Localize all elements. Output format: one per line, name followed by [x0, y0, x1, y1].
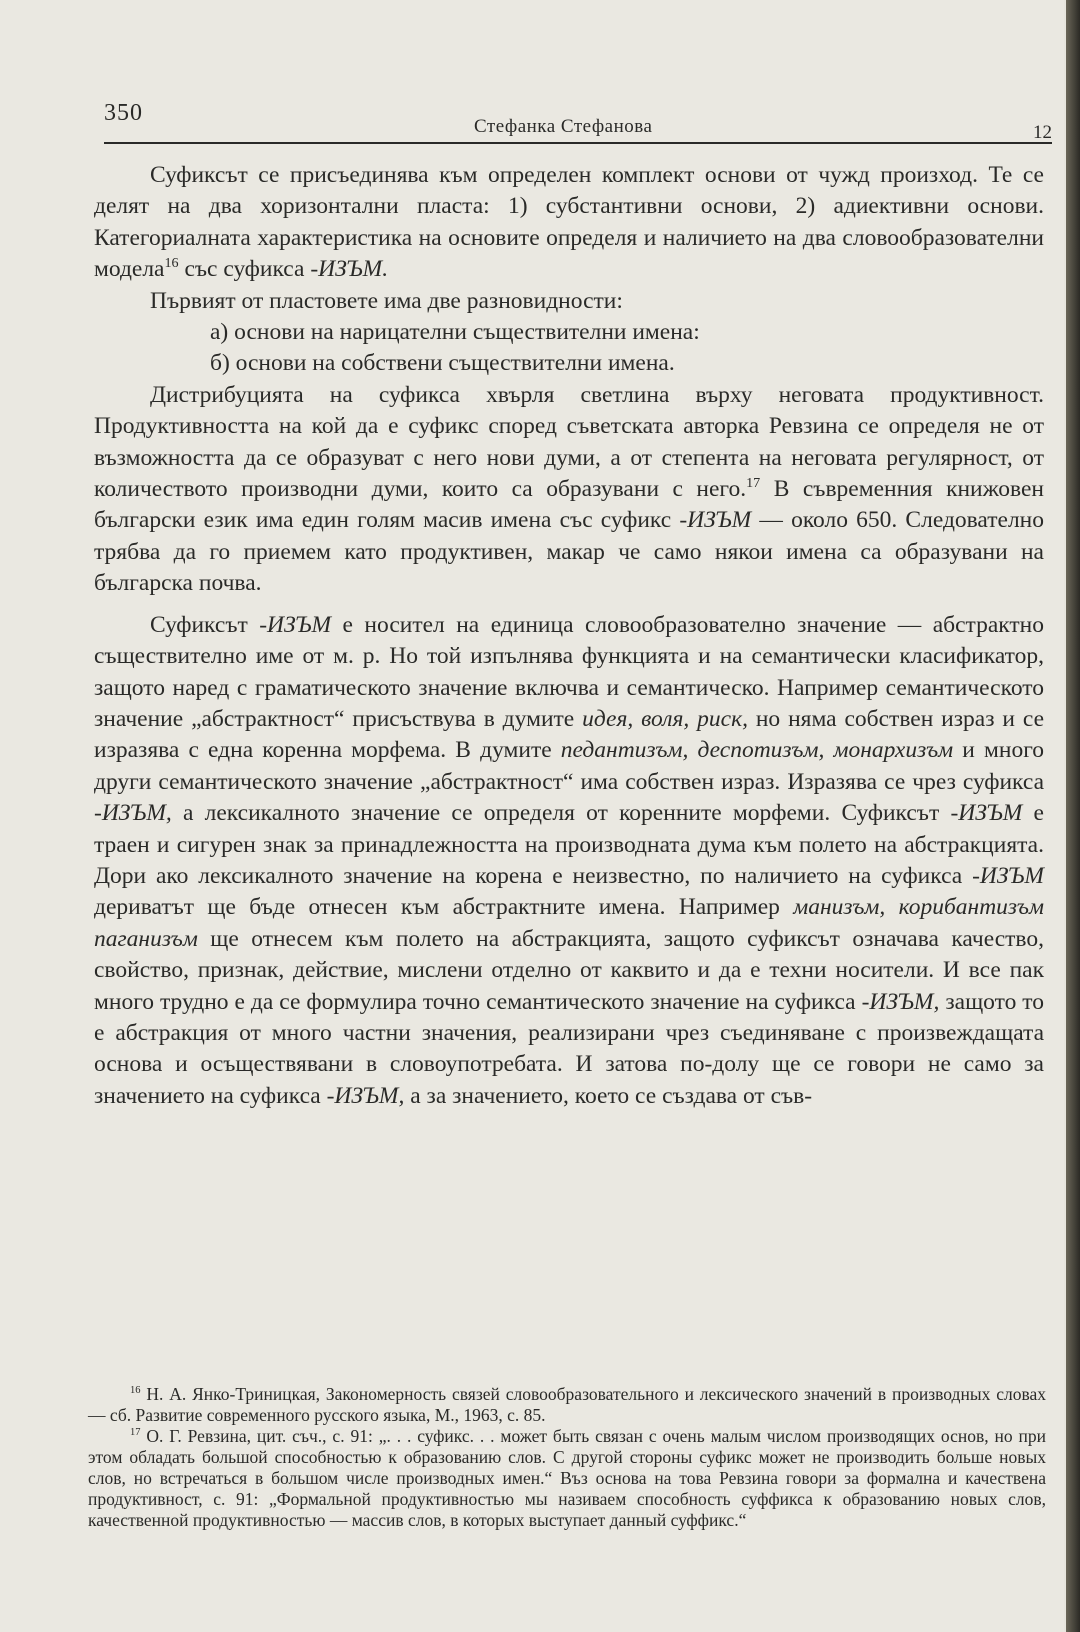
text-run: Дистрибуцията на суфикса хвърля светлина върху неговата продуктивност. Продуктивността на кой да е суфикс според съветската авторка Ревзина се определя не от възможността да се образуват с него нови думи, а от степента на неговата регулярност, от количеството производни думи, които са образувани с него. — [94, 381, 1044, 503]
suffix-term: -ИЗЪМ — [679, 507, 752, 534]
footnote-text: Н. А. Янко-Триницкая, Закономерность связей словообразовательного и лексического значений в производных словах — сб. Развитие современного русского языка, М., 1963, с. 85. — [88, 1384, 1046, 1425]
text-run: но няма собствен израз и се изразява с една коренна морфема. В думите — [94, 705, 1045, 764]
italic-example: манизъм, корибантизъм паганизъм — [94, 894, 1044, 952]
page-header — [104, 100, 1054, 150]
footnote-number: 16 — [130, 1385, 141, 1397]
edge-number: 12 — [1033, 122, 1052, 143]
footnote-text: О. Г. Ревзина, цит. съч., с. 91: „. . . суфикс. . . может быть связан с очень малым числом производящих основ, но при этом обладать большой способностью к образованию слов. С другой стороны суфикс может не производить больше новых слов, но встречаться в большом числе производных имен.“ Въз основа на това Ревзина говори за формална и качествена продуктивност, с. 91: „Формальной продуктивностью мы називаем способность суффикса к образованию новых слов, качественной продуктивностью — массив слов, в которых выступает данный суффикс.“ — [88, 1426, 1046, 1530]
footnotes — [88, 1384, 1046, 1531]
paragraph — [94, 610, 1044, 1113]
suffix-term: -ИЗЪМ — [972, 862, 1044, 889]
footnote-number: 17 — [130, 1427, 141, 1439]
footnote-17 — [88, 1426, 1046, 1531]
suffix-term: -ИЗЪМ — [950, 800, 1023, 827]
footnote-16 — [88, 1384, 1046, 1426]
paragraph: Първият от пластовете има две разновидности: — [150, 287, 623, 314]
text-run: — около 650. Следователно трябва да го приемем като продуктивен, макар че само някои имена са образувани на българска почва. — [94, 507, 1045, 597]
text-run: дериватът ще бъде отнесен към абстрактните имена. Например — [94, 894, 794, 921]
footnote-ref: 17 — [746, 475, 761, 492]
text-run: и много други семантическото значение „абстрактност“ има собствен израз. Изразява се чрез суфикса — [94, 737, 1044, 795]
header-rule — [104, 142, 1052, 144]
text-run: а за значението, което се създава от съв- — [404, 1082, 813, 1109]
paragraph — [94, 160, 1044, 286]
list-item-a: а) основи на нарицателни съществителни имена: — [210, 319, 700, 346]
text-run: В съвременния книжовен български език има един голям масив имена със суфикс — [94, 476, 1044, 534]
footnote-ref: 16 — [164, 255, 179, 272]
italic-example: идея, воля, риск, — [582, 705, 748, 732]
text-run: Суфиксът — [150, 611, 260, 638]
text-run: а лексикалното значение се определя от коренните морфеми. Суфиксът — [171, 800, 951, 827]
running-title: Стефанка Стефанова — [474, 116, 653, 137]
suffix-term: -ИЗЪМ, — [326, 1082, 405, 1109]
text-run: защото то е абстракция от много частни значения, реализирани чрез съединяване с произвеждащата основа и осъществявани в словоупотребата. И затова по-долу ще се говори не само за значението на суфикса — [94, 988, 1045, 1109]
body-text — [94, 160, 1044, 1112]
paragraph — [94, 380, 1044, 600]
suffix-term: -ИЗЪМ, — [861, 988, 940, 1015]
text-run: ще отнесем към полето на абстракцията, защото суфиксът означава качество, свойство, признак, действие, мислени отделно от каквито и да е техни носители. И все пак много трудно е да се формулира точно семантическото значение на суфикса — [94, 925, 1044, 1015]
list-item-b: б) основи на собствени съществителни имена. — [210, 350, 675, 377]
suffix-term: -ИЗЪМ — [259, 611, 332, 638]
italic-example: педантизъм, деспотизъм, монархизъм — [560, 737, 954, 764]
text-run: Суфиксът се присъединява към определен комплект основи от чужд произход. Те се делят на два хоризонтални пласта: 1) субстантивни основи, 2) адиективни основи. Категориалната характеристика на основите определя и наличието на два словообразователни модела — [94, 162, 1044, 283]
text-run: е траен и сигурен знак за принадлежността на производната дума към полето на абстракцията. Дори ако лексикалното значение на корена е неизвестно, по наличието на суфикса — [94, 800, 1044, 889]
suffix-term: -ИЗЪМ. — [310, 256, 389, 283]
suffix-term: -ИЗЪМ, — [94, 800, 172, 827]
text-run: е носител на единица словообразователно значение — абстрактно съществително име от м. р. Но той изпълнява функцията и на семантически класификатор, защото наред с граматическото значение включва и семантическо. Например семантическото значение „абстрактност“ присъствува в думите — [94, 611, 1044, 732]
text-run: със суфикса — [178, 256, 311, 283]
page-edge-strip — [1066, 0, 1080, 1632]
page-number: 350 — [104, 100, 143, 126]
